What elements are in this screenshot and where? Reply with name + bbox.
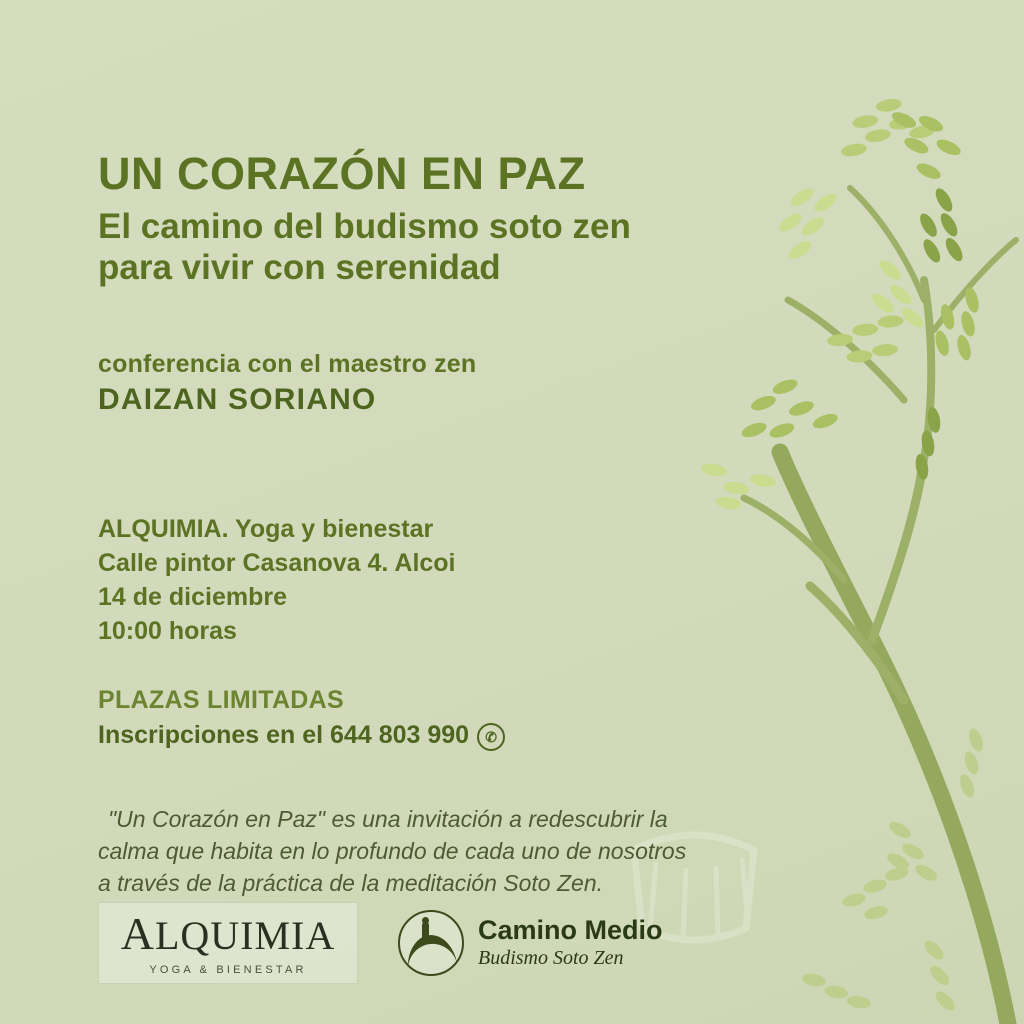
subtitle-line-1: El camino del budismo soto zen: [98, 207, 631, 247]
page-title: UN CORAZÓN EN PAZ: [98, 148, 586, 199]
leaf-cluster-lower: [799, 727, 1000, 1014]
speaker-name: DAIZAN SORIANO: [98, 383, 377, 417]
alquimia-logo: [98, 902, 358, 984]
camino-medio-logo: [398, 910, 663, 976]
detail-address: Calle pintor Casanova 4. Alcoi: [98, 549, 456, 578]
description-line-1: "Un Corazón en Paz" es una invitación a redescubrir la: [108, 806, 668, 833]
description-line-3: a través de la práctica de la meditación Soto Zen.: [98, 869, 604, 896]
detail-date: 14 de diciembre: [98, 582, 287, 611]
camino-medio-text: [478, 916, 663, 970]
signup-info: [98, 721, 758, 750]
description-line-2: calma que habita en lo profundo de cada uno de nosotros: [98, 838, 687, 865]
subtitle-line-2: para vivir con serenidad: [98, 247, 501, 287]
event-details: [98, 513, 758, 648]
camino-medio-name: Camino Medio: [478, 914, 663, 945]
detail-time: 10:00 horas: [98, 616, 237, 645]
limited-seats-notice: PLAZAS LIMITADAS: [98, 686, 344, 715]
monk-on-path-icon: [398, 910, 464, 976]
detail-venue: ALQUIMIA. Yoga y bienestar: [98, 515, 434, 544]
phone-icon: ✆: [477, 723, 505, 751]
alquimia-wordmark: [120, 907, 336, 959]
alquimia-tagline: YOGA & BIENESTAR: [149, 963, 307, 976]
signup-text: Inscripciones en el 644 803 990: [98, 721, 470, 750]
poster-subtitle: [98, 207, 738, 288]
description-text: [98, 804, 748, 899]
poster-content: [98, 0, 758, 900]
speaker-intro: conferencia con el maestro zen: [98, 350, 477, 379]
branch-shapes: [744, 188, 1016, 1024]
camino-medio-subtitle: Budismo Soto Zen: [478, 947, 624, 970]
alquimia-name-rest: LQUIMIA: [154, 912, 336, 958]
alquimia-initial: A: [120, 907, 155, 959]
path-shape: [404, 932, 457, 972]
logo-row: [98, 902, 663, 984]
